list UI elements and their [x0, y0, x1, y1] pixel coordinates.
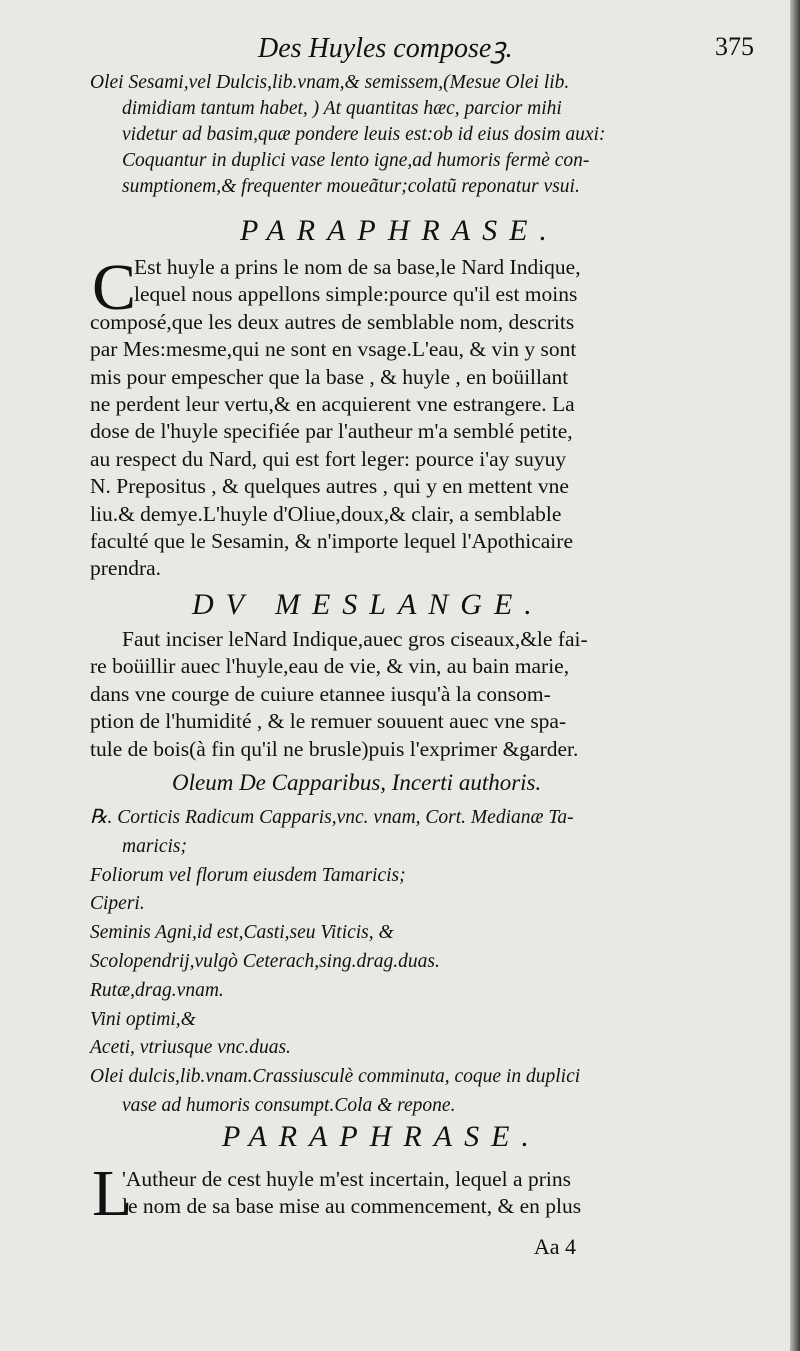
recipe-line: ℞. Corticis Radicum Capparis,vnc. vnam, Cort. Medianæ Ta- — [90, 807, 574, 828]
recipe-line: vase ad humoris consumpt.Cola & repone. — [122, 1094, 456, 1116]
text-line: faculté que le Sesamin, & n'importe lequel l'Apothicaire — [90, 529, 573, 554]
text-line: liu.& demye.L'huyle d'Oliue,doux,& clair, a semblable — [90, 501, 562, 526]
recipe-line: Seminis Agni,id est,Casti,seu Viticis, & — [90, 922, 394, 944]
latin-line: videtur ad basim,quæ pondere leuis est:ob id eius dosim auxi: — [122, 124, 606, 145]
text-line: lequel nous appellons simple:pource qu'il est moins — [134, 282, 578, 307]
latin-line: Olei Sesami,vel Dulcis,lib.vnam,& semissem,(Mesue Olei lib. — [90, 72, 570, 93]
page-header — [0, 28, 790, 64]
section-heading-paraphrase-2: PARAPHRASE. — [222, 1120, 541, 1153]
signature-mark: Aa 4 — [533, 1234, 576, 1259]
text-line: Faut inciser leNard Indique,auec gros ciseaux,&le fai- — [122, 627, 588, 651]
recipe-line: Rutæ,drag.vnam. — [90, 979, 224, 1001]
recipe-line: Aceti, vtriusque vnc.duas. — [90, 1037, 291, 1059]
text-line: re boüillir auec l'huyle,eau de vie, & vin, au bain marie, — [90, 654, 570, 679]
text-line: au respect du Nard, qui est fort leger: pource i'ay suyuy — [90, 446, 567, 471]
meslange-paragraph — [90, 626, 700, 763]
text-line: ne perdent leur vertu,& en acquierent vne estrangere. La — [90, 392, 575, 417]
section-heading-du-meslange: DV MESLANGE. — [192, 588, 544, 621]
text-line: dans vne courge de cuiure etannee iusqu'à la consom- — [90, 681, 551, 706]
paraphrase-paragraph — [90, 251, 700, 583]
latin-line: sumptionem,& frequenter moueãtur;colatũ reponatur vsui. — [122, 176, 580, 197]
page-number: 375 — [715, 32, 754, 61]
recipe-line: Foliorum vel florum eiusdem Tamaricis; — [90, 864, 406, 886]
drop-cap: L — [92, 1157, 133, 1230]
text-line: par Mes:mesme,qui ne sont en vsage.L'eau, & vin y sont — [90, 337, 577, 362]
latin-line: dimidiam tantum habet, ) At quantitas hæc, parcior mihi — [122, 98, 562, 119]
text-line: prendra. — [90, 556, 162, 581]
recipe-list — [90, 804, 700, 1121]
page-edge — [790, 0, 800, 1351]
section-heading-paraphrase: PARAPHRASE. — [240, 214, 559, 247]
running-title: Des Huyles composeꝫ. — [258, 33, 513, 64]
text-line: mis pour empescher que la base , & huyle , en boüillant — [90, 364, 569, 389]
latin-text-top — [90, 70, 700, 200]
text-line: ption de l'humidité , & le remuer souuent auec vne spa- — [90, 709, 567, 734]
paraphrase-paragraph-2 — [90, 1166, 700, 1221]
recipe-line: maricis; — [122, 835, 187, 857]
text-line: N. Prepositus , & quelques autres , qui y en mettent vne — [90, 474, 569, 499]
latin-line: Coquantur in duplici vase lento igne,ad humoris fermè con- — [122, 150, 590, 171]
drop-cap: C — [92, 251, 137, 324]
text-line: dose de l'huyle specifiée par l'autheur m'a semblé petite, — [90, 419, 573, 444]
text-line: le nom de sa base mise au commencement, & en plus — [122, 1194, 582, 1219]
recipe-line: Scolopendrij,vulgò Ceterach,sing.drag.duas. — [90, 950, 440, 972]
text-line: tule de bois(à fin qu'il ne brusle)puis l'exprimer &garder. — [90, 736, 579, 761]
recipe-line: Vini optimi,& — [90, 1008, 196, 1030]
text-line: composé,que les deux autres de semblable nom, descrits — [90, 309, 575, 334]
recipe-line: Ciperi. — [90, 893, 145, 915]
recipe-title: Oleum De Capparibus, Incerti authoris. — [172, 770, 542, 795]
text-line: 'Autheur de cest huyle m'est incertain, lequel a prins — [122, 1167, 571, 1191]
text-line: Est huyle a prins le nom de sa base,le Nard Indique, — [134, 255, 581, 279]
recipe-line: Olei dulcis,lib.vnam.Crassiusculè comminuta, coque in duplici — [90, 1066, 581, 1088]
